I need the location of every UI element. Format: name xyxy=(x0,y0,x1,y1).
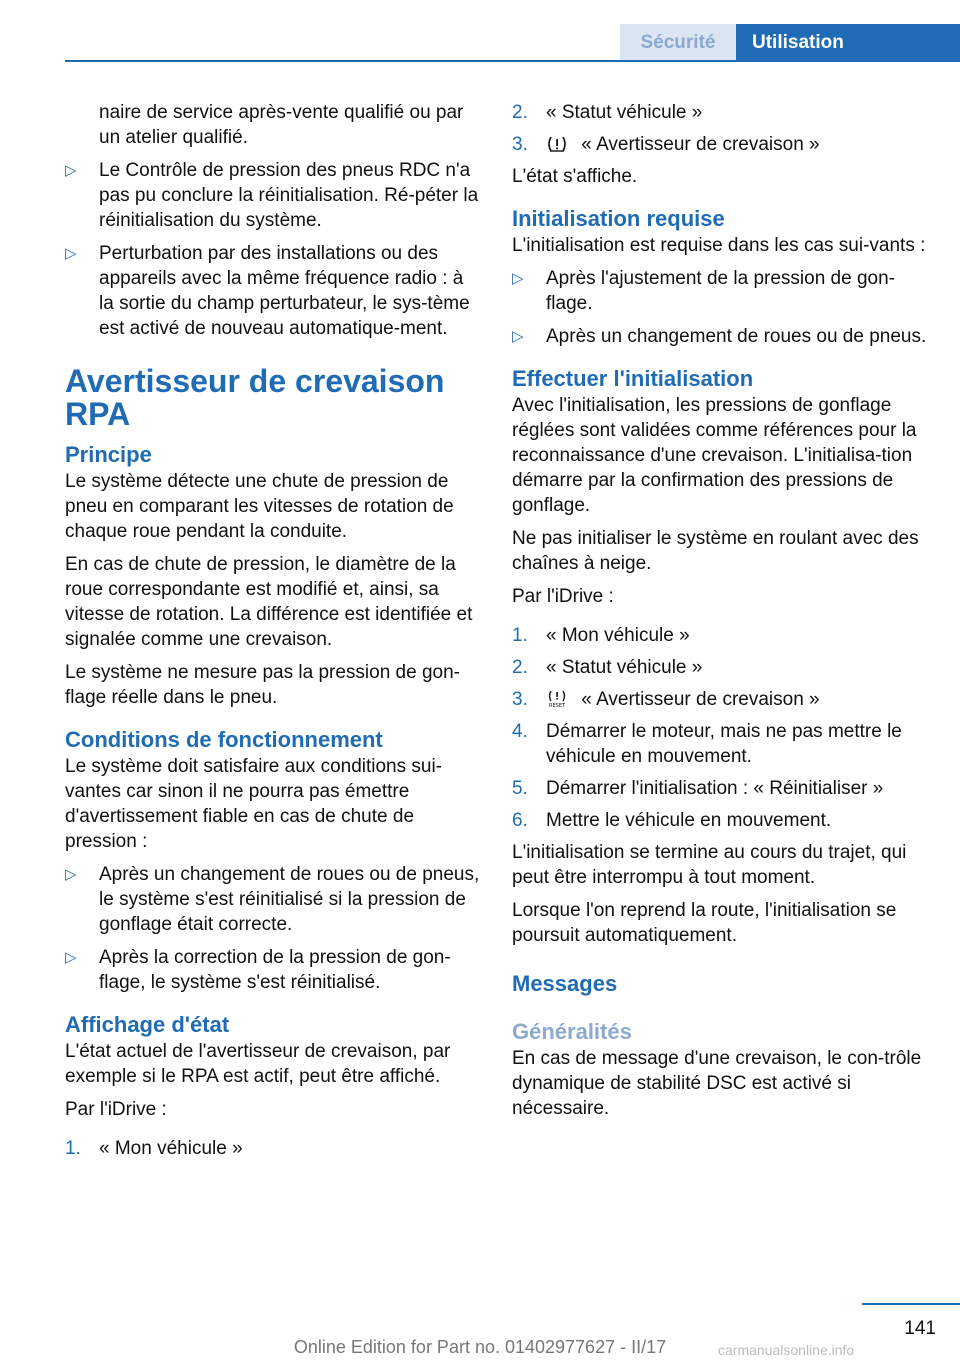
paragraph: L'initialisation est requise dans les cas sui‐vants : xyxy=(512,235,926,256)
triangle-bullet-icon: ▷ xyxy=(512,328,524,345)
heading-effectuer-initialisation: Effectuer l'initialisation xyxy=(512,366,754,391)
numbered-step: 1. « Mon véhicule » xyxy=(65,1138,243,1159)
triangle-bullet-icon: ▷ xyxy=(65,162,77,179)
heading-affichage-etat: Affichage d'état xyxy=(65,1012,230,1037)
list-item: ▷ Après un changement de roues ou de pneus. xyxy=(512,326,927,347)
heading-generalites: Généralités xyxy=(512,1019,632,1044)
numbered-step: 1. « Mon véhicule » xyxy=(512,625,690,646)
numbered-step: 3. « Avertisseur de crevaison » xyxy=(512,134,820,155)
paragraph: L'état s'affiche. xyxy=(512,166,638,187)
triangle-bullet-icon: ▷ xyxy=(512,270,524,287)
footer-rule xyxy=(862,1303,960,1305)
paragraph: Par l'iDrive : xyxy=(65,1099,167,1120)
heading-principe: Principe xyxy=(65,442,152,467)
watermark: carmanualsonline.info xyxy=(718,1342,855,1358)
numbered-steps xyxy=(512,623,932,833)
paragraph: Avec l'initialisation, les pressions de gonflage réglées sont validées comme références pour la reconnaissance d'une crevaison. L'initialisa‐tion démarre par la confirmation des pressions de gonflage. xyxy=(512,395,917,516)
list-item: ▷ Après un changement de roues ou de pneus, le système s'est réinitialisé si la pression de gonflage était correcte. xyxy=(65,864,480,935)
paragraph: En cas de message d'une crevaison, le con‐trôle dynamique de stabilité DSC est activé si nécessaire. xyxy=(512,1048,922,1119)
list-item: ▷ Le Contrôle de pression des pneus RDC n'a pas pu conclure la réinitialisation. Ré‐péter la réinitialisation du système. xyxy=(65,160,479,231)
numbered-step: 6. Mettre le véhicule en mouvement. xyxy=(512,810,832,831)
numbered-step: 4. Démarrer le moteur, mais ne pas mettre le véhicule en mouvement. xyxy=(512,721,902,767)
numbered-step: 2. « Statut véhicule » xyxy=(512,657,703,678)
triangle-bullet-icon: ▷ xyxy=(65,245,77,262)
numbered-step: 3. RESET « Avertisseur de crevaison » xyxy=(512,689,820,710)
paragraph: L'état actuel de l'avertisseur de crevaison, par exemple si le RPA est actif, peut être affiché. xyxy=(65,1041,451,1087)
triangle-bullet-icon: ▷ xyxy=(65,866,77,883)
paragraph: Ne pas initialiser le système en roulant avec des chaînes à neige. xyxy=(512,528,919,574)
svg-text:RESET: RESET xyxy=(548,703,566,708)
page-number: 141 xyxy=(904,1318,936,1339)
numbered-step: 2. « Statut véhicule » xyxy=(512,102,703,123)
tire-pressure-reset-icon xyxy=(546,690,568,708)
section-title: Avertisseur de crevaison RPA xyxy=(65,363,445,432)
right-column xyxy=(512,100,932,1129)
heading-initialisation-requise: Initialisation requise xyxy=(512,206,725,231)
list-item: ▷ Après la correction de la pression de gon‐flage, le système s'est réinitialisé. xyxy=(65,947,451,993)
paragraph: En cas de chute de pression, le diamètre de la roue correspondante est modifié et, ainsi, sa vitesse de rotation. La différence est identifiée et signalée comme une crevaison. xyxy=(65,554,473,650)
heading-messages: Messages xyxy=(512,971,618,996)
paragraph: Le système doit satisfaire aux conditions sui‐vantes car sinon il ne pourra pas émettre d'avertissement fiable en cas de chute de pression : xyxy=(65,756,443,852)
header-rule xyxy=(65,60,960,62)
paragraph: Par l'iDrive : xyxy=(512,586,614,607)
paragraph: Le système détecte une chute de pression de pneu en comparant les vitesses de rotation de chaque roue pendant la conduite. xyxy=(65,471,454,542)
left-column xyxy=(65,100,480,1168)
edition-footer: Online Edition for Part no. 01402977627 - II/17 xyxy=(293,1337,667,1357)
paragraph: L'initialisation se termine au cours du trajet, qui peut être interrompu à tout moment. xyxy=(512,842,907,888)
heading-conditions: Conditions de fonctionnement xyxy=(65,727,383,752)
tire-pressure-warning-icon xyxy=(546,135,568,153)
triangle-bullet-icon: ▷ xyxy=(65,949,77,966)
tab-securite[interactable]: Sécurité xyxy=(620,24,736,62)
paragraph: Le système ne mesure pas la pression de gon‐flage réelle dans le pneu. xyxy=(65,662,460,708)
list-item: ▷ Après l'ajustement de la pression de gon‐flage. xyxy=(512,268,895,314)
list-item: ▷ Perturbation par des installations ou des appareils avec la même fréquence radio : à la sortie du champ perturbateur, le sys‐tème est activé de nouveau automatique‐ment. xyxy=(65,243,470,339)
numbered-step: 5. Démarrer l'initialisation : « Réinitialiser » xyxy=(512,778,884,799)
continued-text: naire de service après-vente qualifié ou par un atelier qualifié. xyxy=(99,102,464,148)
tab-utilisation[interactable]: Utilisation xyxy=(736,24,960,62)
paragraph: Lorsque l'on reprend la route, l'initialisation se poursuit automatiquement. xyxy=(512,900,897,946)
